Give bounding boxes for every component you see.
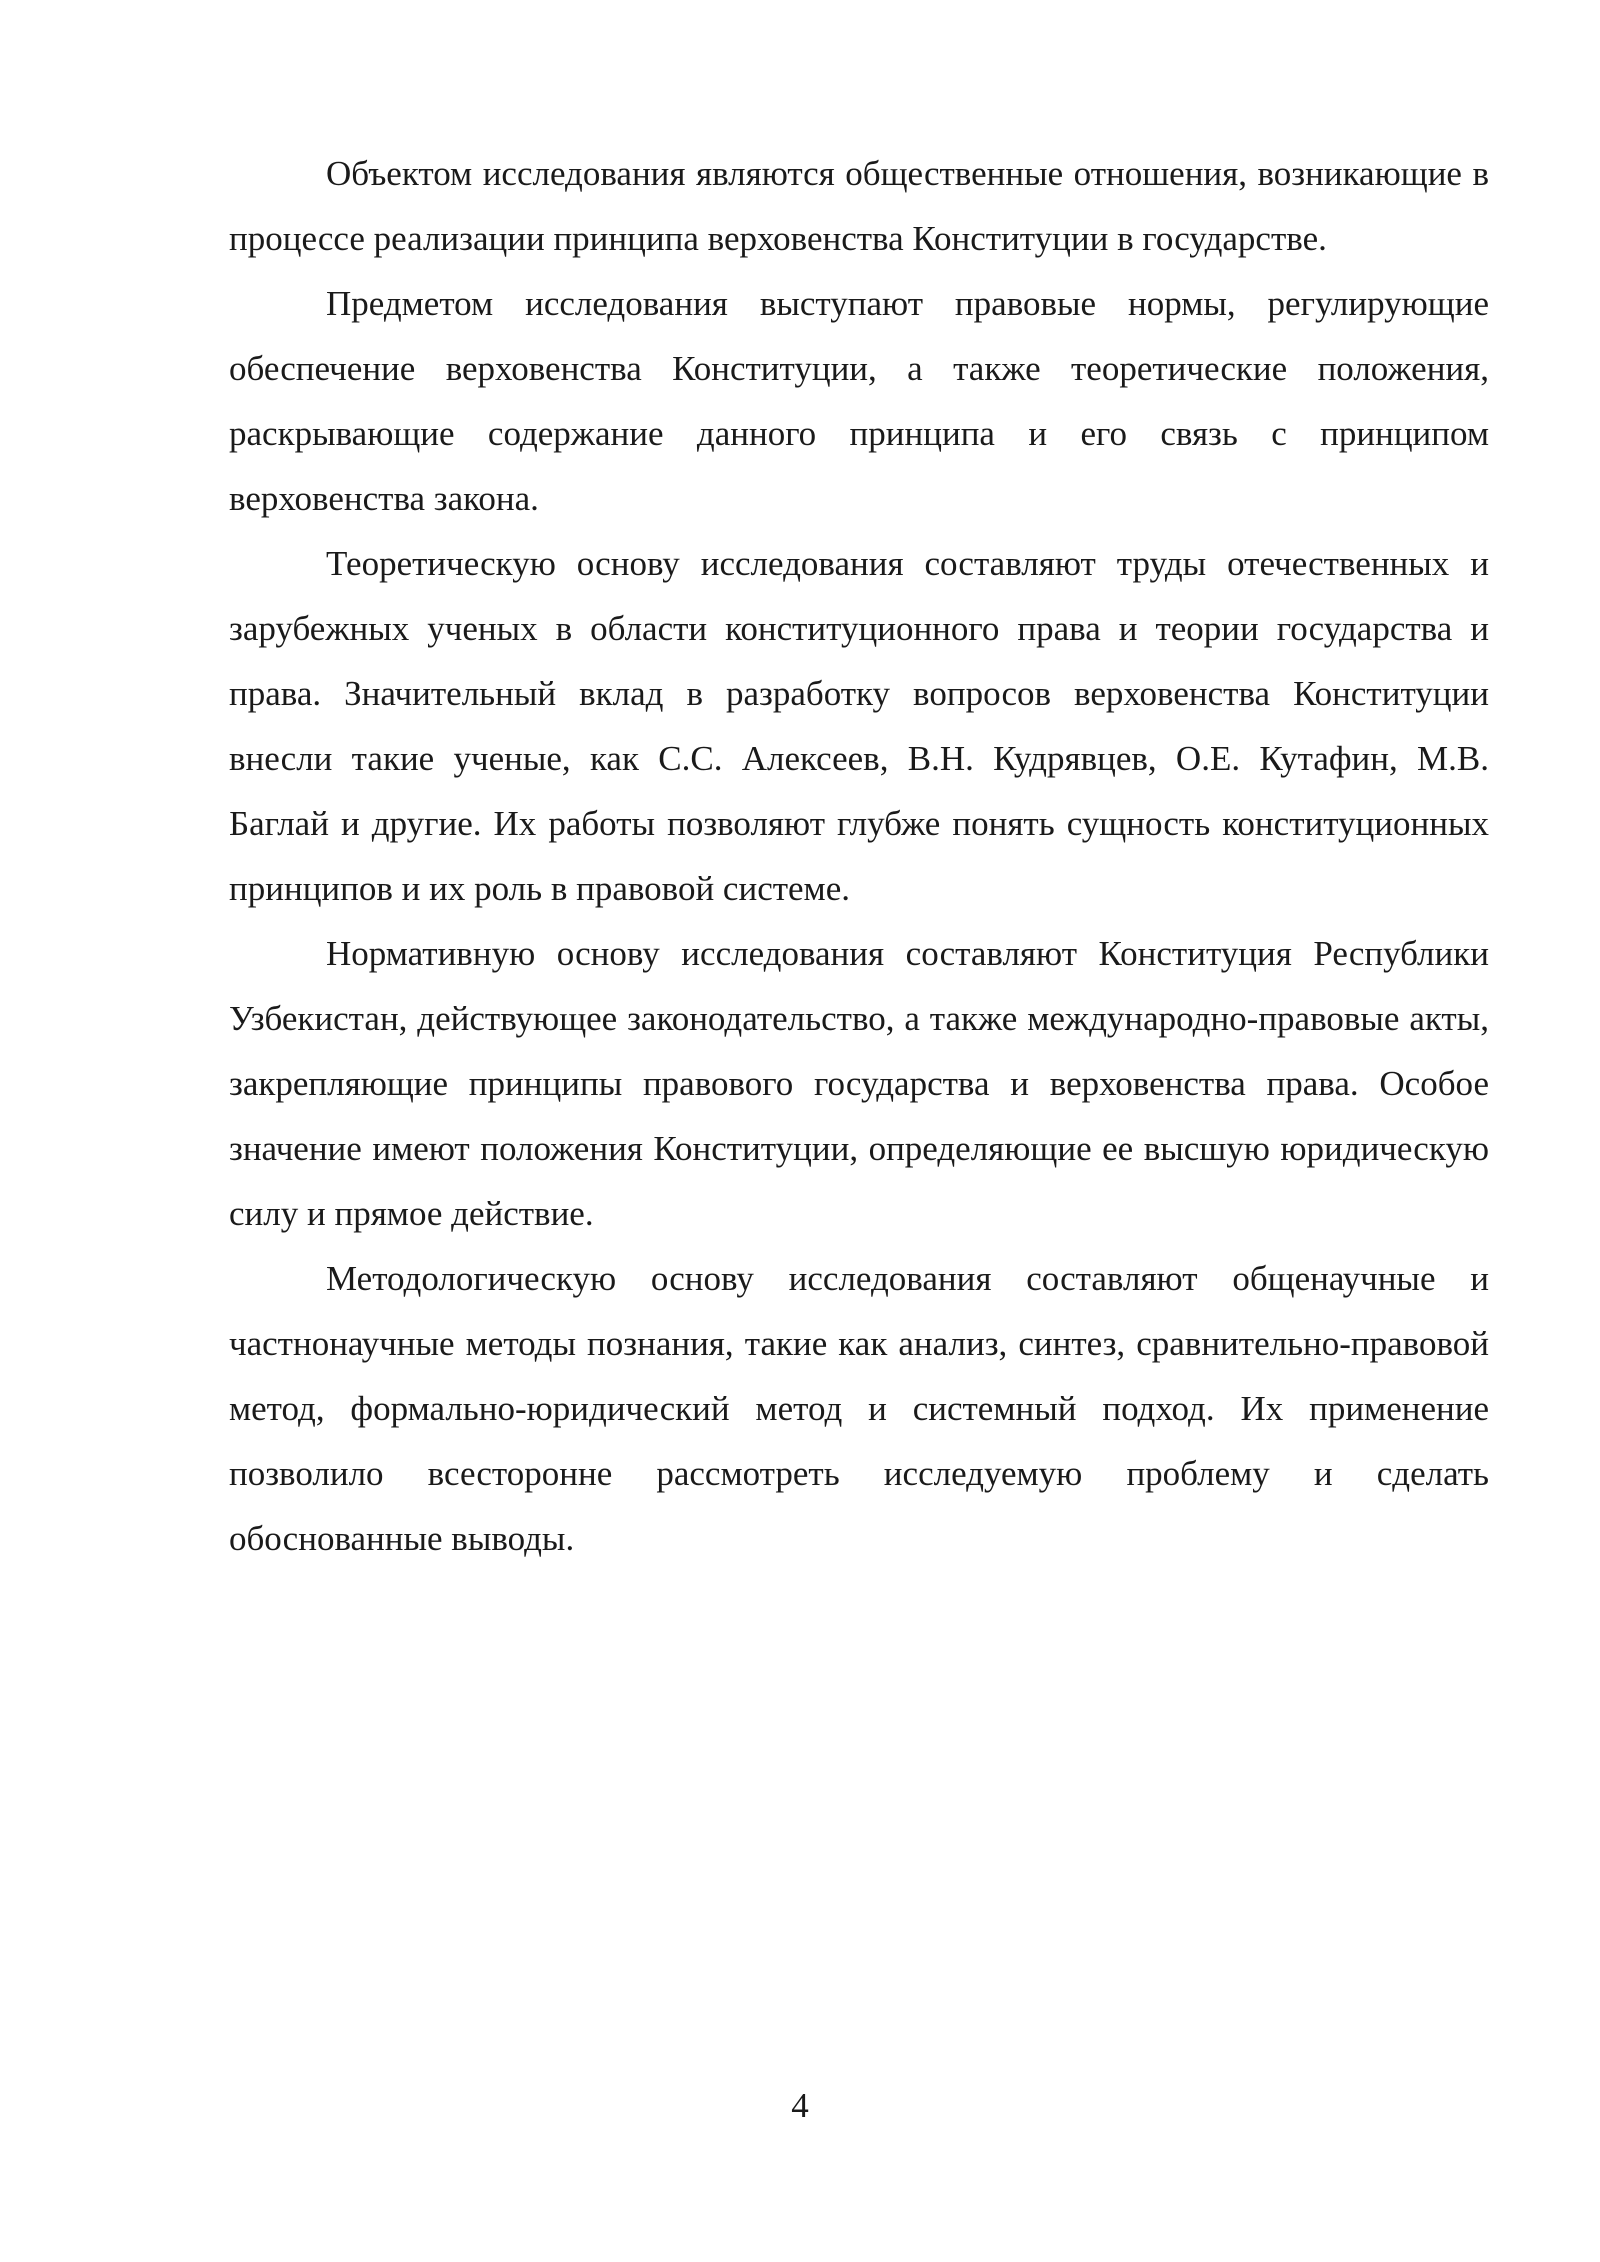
paragraph-theoretical-basis: Теоретическую основу исследования составляют труды отечественных и зарубежных ученых в области конституционного права и теории государства и права. Значительный вклад в разработку вопросов верховенства Конституции внесли такие ученые, как С.С. Алексеев, В.Н. Кудрявцев, О.Е. Кутафин, М.В. Баглай и другие. Их работы позволяют глубже понять сущность конституционных принципов и их роль в правовой системе. bbox=[229, 544, 1489, 908]
page-number: 4 bbox=[791, 2086, 809, 2125]
paragraph-methodological-basis: Методологическую основу исследования составляют общенаучные и частнонаучные методы познания, такие как анализ, синтез, сравнительно-правовой метод, формально-юридический метод и системный подход. Их применение позволило всесторонне рассмотреть исследуемую проблему и сделать обоснованные выводы. bbox=[229, 1259, 1489, 1558]
paragraph-normative-basis: Нормативную основу исследования составляют Конституция Республики Узбекистан, действующее законодательство, а также международно-правовые акты, закрепляющие принципы правового государства и верховенства права. Особое значение имеют положения Конституции, определяющие ее высшую юридическую силу и прямое действие. bbox=[229, 934, 1489, 1233]
paragraph-research-subject: Предметом исследования выступают правовые нормы, регулирующие обеспечение верховенства Конституции, а также теоретические положения, раскрывающие содержание данного принципа и его связь с принципом верховенства закона. bbox=[229, 284, 1489, 518]
paragraph-research-object: Объектом исследования являются общественные отношения, возникающие в процессе реализации принципа верховенства Конституции в государстве. bbox=[229, 154, 1489, 258]
document-body bbox=[229, 141, 1489, 1571]
